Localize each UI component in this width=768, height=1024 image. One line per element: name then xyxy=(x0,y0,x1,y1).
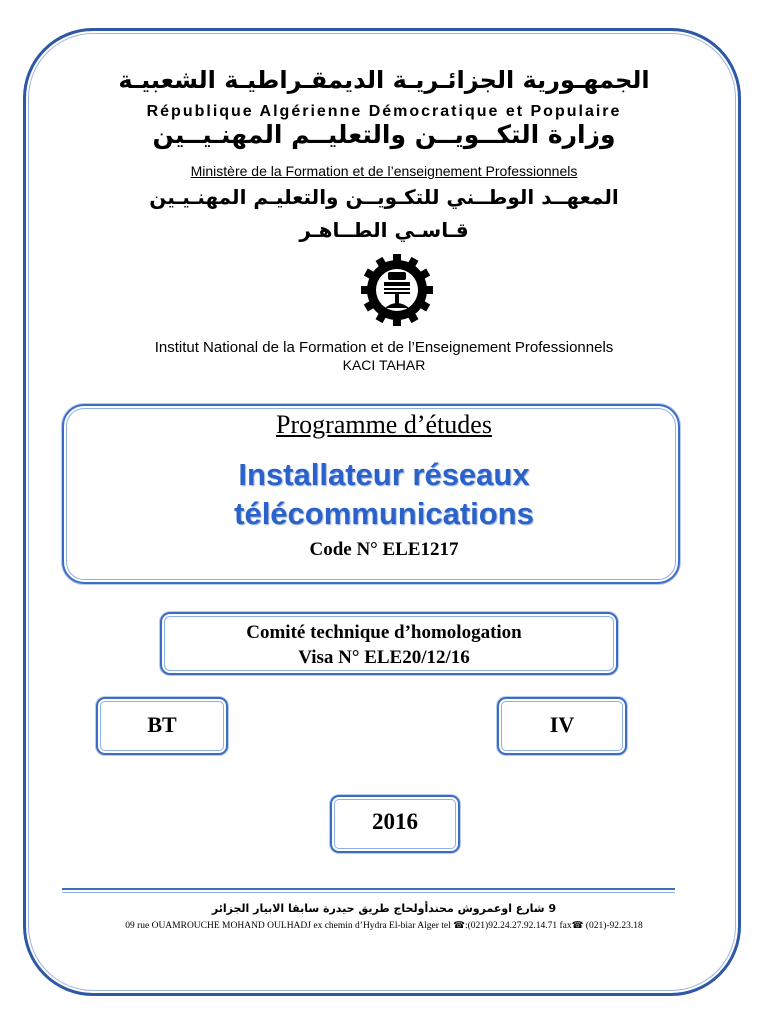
republic-name-arabic: الجمهـورية الجزائـريـة الديمقـراطيـة الشعبيـة xyxy=(118,66,650,94)
republic-name-french: République Algérienne Démocratique et Populaire xyxy=(146,103,622,120)
program-code: Code N° ELE1217 xyxy=(309,539,459,560)
institute-place-arabic: قـاسـي الطــاهـر xyxy=(299,218,469,242)
year-label: 2016 xyxy=(372,809,418,834)
homologation-visa: Visa N° ELE20/12/16 xyxy=(298,647,470,668)
institute-name-french: Institut National de la Formation et de l’Enseignement Professionnels xyxy=(154,339,614,356)
diploma-label: BT xyxy=(147,712,177,737)
institute-name-arabic: المعهــد الوطــني للتكـويــن والتعليـم المهنـيـين xyxy=(149,185,619,209)
institute-place-french: KACI TAHAR xyxy=(342,357,426,373)
footer-address-french: 09 rue OUAMROUCHE MOHAND OULHADJ ex chemin d’Hydra El-biar Alger tel ☎:(021)92.24.27.92.14.71 fax☎ (021)-92.23.18 xyxy=(125,921,643,931)
program-title-line-2: télécommunications xyxy=(234,496,534,531)
program-title-line-1: Installateur réseaux xyxy=(238,457,530,492)
homologation-committee: Comité technique d’homologation xyxy=(246,622,522,643)
ministry-name-french: Ministère de la Formation et de l’enseignement Professionnels xyxy=(190,163,578,179)
gear-seal-logo xyxy=(355,246,439,330)
grade-label: IV xyxy=(549,712,575,737)
program-heading: Programme d’études xyxy=(276,410,492,439)
footer-rule-thin xyxy=(62,892,675,893)
footer-rule xyxy=(62,888,675,890)
ministry-name-arabic: وزارة التكــويــن والتعليــم المهنـيــين xyxy=(152,120,616,149)
footer-address-arabic: 9 شارع اوعمروش محندأولحاج طريق حيدرة سابقا الابيار الجزائر xyxy=(211,902,557,915)
